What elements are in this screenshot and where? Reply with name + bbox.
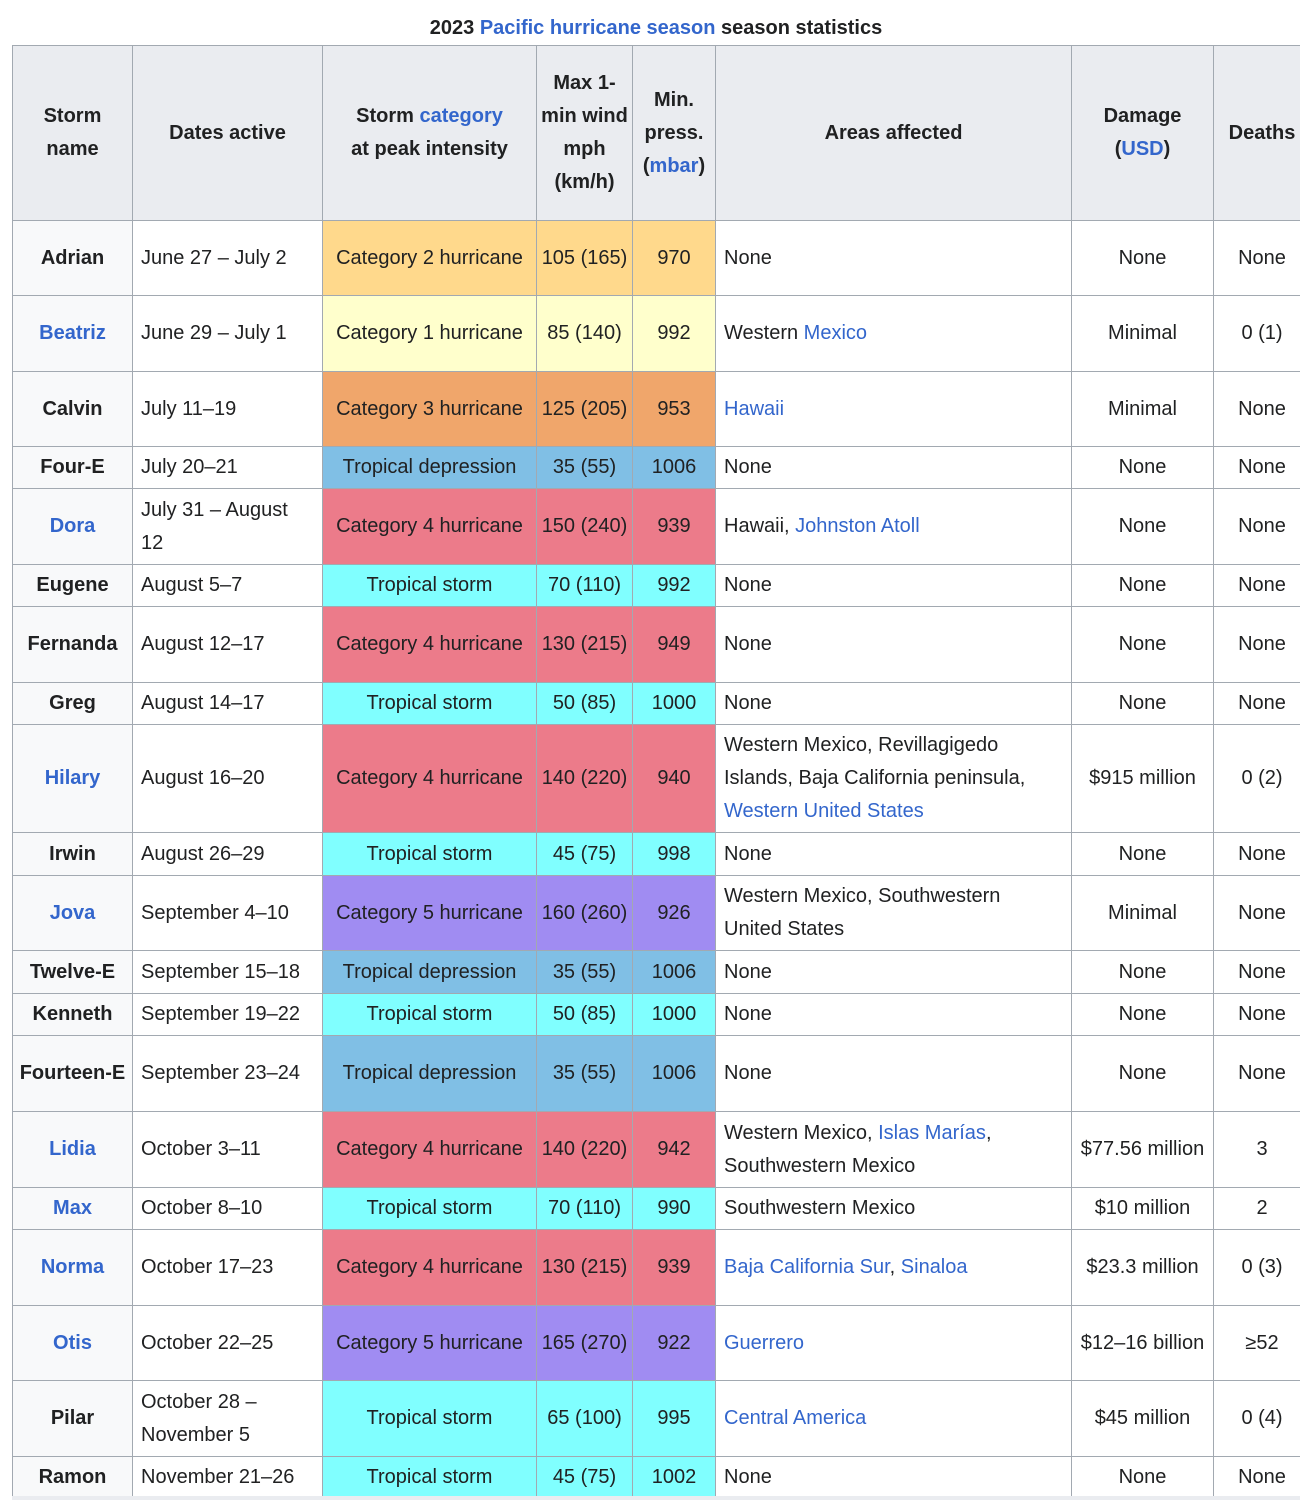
dates-active-cell: September 23–24 xyxy=(133,1036,323,1112)
area-text: None xyxy=(724,960,772,983)
caption-prefix: 2023 xyxy=(429,17,480,39)
category-cell: Tropical storm xyxy=(323,1188,537,1230)
storm-name-cell xyxy=(13,221,133,296)
category-cell: Category 5 hurricane xyxy=(323,876,537,951)
category-cell: Tropical storm xyxy=(323,565,537,607)
storm-name-link[interactable]: Beatriz xyxy=(39,322,106,344)
areas-affected-cell xyxy=(716,221,1072,296)
max-wind-cell: 85 (140) xyxy=(537,296,633,372)
areas-affected-cell xyxy=(716,1306,1072,1381)
area-text: Southwestern Mexico xyxy=(724,1197,916,1219)
storm-name-cell xyxy=(13,951,133,994)
header-deaths[interactable]: Deaths xyxy=(1214,46,1300,221)
max-wind-cell: 70 (110) xyxy=(537,565,633,607)
table-row xyxy=(13,221,1300,296)
damage-cell: None xyxy=(1072,1457,1214,1499)
min-pressure-cell: 940 xyxy=(633,725,716,833)
area-link[interactable]: Sinaloa xyxy=(900,1256,968,1278)
table-row xyxy=(13,876,1300,951)
area-text: None xyxy=(724,1003,772,1025)
damage-cell: None xyxy=(1072,607,1214,683)
storm-name-link[interactable]: Otis xyxy=(53,1331,92,1354)
max-wind-cell: 70 (110) xyxy=(537,1188,633,1230)
deaths-cell: None xyxy=(1214,683,1300,725)
deaths-cell: None xyxy=(1214,951,1300,994)
area-text: None xyxy=(724,574,772,596)
storm-name-link[interactable]: Jova xyxy=(49,901,96,924)
storm-name-cell xyxy=(13,1306,133,1381)
dates-active-cell: August 5–7 xyxy=(133,565,323,607)
deaths-cell: None xyxy=(1214,447,1300,489)
table-row xyxy=(13,372,1300,447)
min-pressure-cell: 998 xyxy=(633,833,716,876)
areas-affected-cell xyxy=(716,489,1072,565)
min-pressure-cell: 939 xyxy=(633,489,716,565)
category-cell: Category 5 hurricane xyxy=(323,1306,537,1381)
storm-name-cell xyxy=(13,1188,133,1230)
deaths-cell: None xyxy=(1214,1457,1300,1499)
category-cell: Category 1 hurricane xyxy=(323,296,537,372)
header-category-link[interactable]: category xyxy=(419,105,503,127)
area-text: , Southwestern Mexico xyxy=(724,1121,992,1177)
header-storm-name[interactable]: Storm name xyxy=(13,46,133,221)
deaths-cell: None xyxy=(1214,607,1300,683)
storm-name-cell xyxy=(13,1036,133,1112)
dates-active-cell: June 27 – July 2 xyxy=(133,221,323,296)
table-footer-strip xyxy=(12,1496,1300,1500)
deaths-cell: None xyxy=(1214,489,1300,565)
table-row xyxy=(13,1381,1300,1457)
storm-name-link[interactable]: Lidia xyxy=(49,1138,96,1160)
category-cell: Category 2 hurricane xyxy=(323,221,537,296)
category-cell: Tropical storm xyxy=(323,1457,537,1499)
min-pressure-cell: 942 xyxy=(633,1112,716,1188)
damage-cell: $12–16 billion xyxy=(1072,1306,1214,1381)
storm-name: Calvin xyxy=(42,397,103,420)
category-cell: Category 3 hurricane xyxy=(323,372,537,447)
storm-name-cell xyxy=(13,489,133,565)
min-pressure-cell: 926 xyxy=(633,876,716,951)
min-pressure-cell: 1000 xyxy=(633,683,716,725)
damage-cell: None xyxy=(1072,833,1214,876)
area-text: None xyxy=(724,246,772,269)
damage-cell: None xyxy=(1072,994,1214,1036)
dates-active-cell: October 3–11 xyxy=(133,1112,323,1188)
max-wind-cell: 35 (55) xyxy=(537,447,633,489)
category-cell: Tropical storm xyxy=(323,833,537,876)
damage-cell: None xyxy=(1072,489,1214,565)
deaths-cell: None xyxy=(1214,1036,1300,1112)
table-row xyxy=(13,951,1300,994)
dates-active-cell: October 22–25 xyxy=(133,1306,323,1381)
storm-rows xyxy=(13,221,1300,1499)
min-pressure-cell: 970 xyxy=(633,221,716,296)
damage-cell: $10 million xyxy=(1072,1188,1214,1230)
header-damage[interactable]: Damage (USD) xyxy=(1072,46,1214,221)
category-cell: Category 4 hurricane xyxy=(323,725,537,833)
damage-cell: $915 million xyxy=(1072,725,1214,833)
category-cell: Tropical storm xyxy=(323,994,537,1036)
table-row xyxy=(13,1112,1300,1188)
dates-active-cell: September 19–22 xyxy=(133,994,323,1036)
area-text: Western Mexico, Revillagigedo Islands, Baja California peninsula, xyxy=(724,734,1026,789)
damage-cell: None xyxy=(1072,447,1214,489)
storm-name: Greg xyxy=(49,692,96,714)
table-row xyxy=(13,1188,1300,1230)
storm-name: Irwin xyxy=(49,842,96,865)
area-link[interactable]: Guerrero xyxy=(724,1331,805,1354)
table-caption xyxy=(12,14,1300,42)
category-cell: Category 4 hurricane xyxy=(323,489,537,565)
max-wind-cell: 50 (85) xyxy=(537,683,633,725)
storm-name-cell xyxy=(13,1112,133,1188)
damage-cell: $23.3 million xyxy=(1072,1230,1214,1306)
table-row xyxy=(13,565,1300,607)
table-row xyxy=(13,1230,1300,1306)
max-wind-cell: 160 (260) xyxy=(537,876,633,951)
area-link[interactable]: Baja California Sur xyxy=(724,1256,890,1278)
areas-affected-cell xyxy=(716,607,1072,683)
min-pressure-cell: 1006 xyxy=(633,1036,716,1112)
header-mbar-link[interactable]: mbar xyxy=(649,154,699,177)
max-wind-cell: 50 (85) xyxy=(537,994,633,1036)
areas-affected-cell xyxy=(716,565,1072,607)
max-wind-cell: 45 (75) xyxy=(537,1457,633,1499)
storm-name: Fernanda xyxy=(27,633,118,655)
storm-name-link[interactable]: Dora xyxy=(49,515,96,537)
category-cell: Tropical depression xyxy=(323,951,537,994)
damage-cell: None xyxy=(1072,221,1214,296)
dates-active-cell: August 14–17 xyxy=(133,683,323,725)
min-pressure-cell: 1000 xyxy=(633,994,716,1036)
storm-name: Pilar xyxy=(50,1407,95,1429)
areas-affected-cell xyxy=(716,296,1072,372)
header-areas-affected[interactable]: Areas affected xyxy=(716,46,1072,221)
deaths-cell: 0 (2) xyxy=(1214,725,1300,833)
min-pressure-cell: 992 xyxy=(633,565,716,607)
min-pressure-cell: 1006 xyxy=(633,447,716,489)
deaths-cell: 2 xyxy=(1214,1188,1300,1230)
areas-affected-cell xyxy=(716,951,1072,994)
storm-name-cell xyxy=(13,607,133,683)
header-dates-active[interactable]: Dates active xyxy=(133,46,323,221)
max-wind-cell: 35 (55) xyxy=(537,951,633,994)
deaths-cell: None xyxy=(1214,565,1300,607)
storm-name-cell xyxy=(13,447,133,489)
damage-cell: None xyxy=(1072,683,1214,725)
areas-affected-cell xyxy=(716,1457,1072,1499)
max-wind-cell: 105 (165) xyxy=(537,221,633,296)
dates-active-cell: June 29 – July 1 xyxy=(133,296,323,372)
dates-active-cell: September 4–10 xyxy=(133,876,323,951)
damage-cell: Minimal xyxy=(1072,372,1214,447)
table-row xyxy=(13,296,1300,372)
areas-affected-cell xyxy=(716,1381,1072,1457)
area-link[interactable]: Western United States xyxy=(724,800,924,822)
storm-name-cell xyxy=(13,1230,133,1306)
storm-name: Twelve-E xyxy=(29,960,116,983)
category-cell: Category 4 hurricane xyxy=(323,1112,537,1188)
deaths-cell: 0 (4) xyxy=(1214,1381,1300,1457)
area-link[interactable]: Johnston Atoll xyxy=(795,515,920,537)
category-cell: Tropical depression xyxy=(323,1036,537,1112)
dates-active-cell: October 28 – November 5 xyxy=(133,1381,323,1457)
dates-active-cell: July 11–19 xyxy=(133,372,323,447)
areas-affected-cell xyxy=(716,725,1072,833)
storm-name-cell xyxy=(13,296,133,372)
deaths-cell: None xyxy=(1214,221,1300,296)
header-max-wind[interactable]: Max 1-min wind mph (km/h) xyxy=(537,46,633,221)
caption-suffix: season statistics xyxy=(715,17,883,39)
storm-name: Eugene xyxy=(36,574,109,596)
max-wind-cell: 130 (215) xyxy=(537,607,633,683)
max-wind-cell: 165 (270) xyxy=(537,1306,633,1381)
damage-cell: $45 million xyxy=(1072,1381,1214,1457)
deaths-cell: None xyxy=(1214,372,1300,447)
dates-active-cell: August 12–17 xyxy=(133,607,323,683)
deaths-cell: None xyxy=(1214,994,1300,1036)
table-row xyxy=(13,683,1300,725)
dates-active-cell: November 21–26 xyxy=(133,1457,323,1499)
areas-affected-cell xyxy=(716,876,1072,951)
deaths-cell: 0 (3) xyxy=(1214,1230,1300,1306)
area-text: , xyxy=(889,1256,901,1278)
table-row xyxy=(13,447,1300,489)
max-wind-cell: 65 (100) xyxy=(537,1381,633,1457)
dates-active-cell: August 16–20 xyxy=(133,725,323,833)
damage-cell: None xyxy=(1072,565,1214,607)
areas-affected-cell xyxy=(716,1230,1072,1306)
areas-affected-cell xyxy=(716,1112,1072,1188)
storm-name-cell xyxy=(13,565,133,607)
storm-name: Adrian xyxy=(40,246,105,269)
min-pressure-cell: 949 xyxy=(633,607,716,683)
min-pressure-cell: 995 xyxy=(633,1381,716,1457)
storm-name: Ramon xyxy=(38,1466,107,1488)
category-cell: Tropical storm xyxy=(323,683,537,725)
damage-cell: $77.56 million xyxy=(1072,1112,1214,1188)
area-text: None xyxy=(724,692,772,714)
deaths-cell: None xyxy=(1214,876,1300,951)
storm-name-cell xyxy=(13,372,133,447)
storm-name-link[interactable]: Hilary xyxy=(44,767,101,789)
damage-cell: Minimal xyxy=(1072,876,1214,951)
header-category[interactable]: Storm category at peak intensity xyxy=(323,46,537,221)
area-text: Western xyxy=(724,322,804,344)
storm-name: Four-E xyxy=(40,456,105,478)
storm-name-link[interactable]: Norma xyxy=(40,1256,105,1278)
areas-affected-cell xyxy=(716,1036,1072,1112)
min-pressure-cell: 922 xyxy=(633,1306,716,1381)
table-row xyxy=(13,489,1300,565)
damage-cell: None xyxy=(1072,1036,1214,1112)
dates-active-cell: July 31 – August 12 xyxy=(133,489,323,565)
storm-name-cell xyxy=(13,833,133,876)
area-link[interactable]: Islas Marías xyxy=(878,1121,986,1144)
area-text: None xyxy=(724,456,772,478)
storm-name-cell xyxy=(13,994,133,1036)
category-cell: Tropical storm xyxy=(323,1381,537,1457)
areas-affected-cell xyxy=(716,447,1072,489)
min-pressure-cell: 992 xyxy=(633,296,716,372)
table-row xyxy=(13,725,1300,833)
table-row xyxy=(13,833,1300,876)
dates-active-cell: July 20–21 xyxy=(133,447,323,489)
storm-name: Kenneth xyxy=(32,1003,113,1025)
storm-name-cell xyxy=(13,683,133,725)
min-pressure-cell: 939 xyxy=(633,1230,716,1306)
max-wind-cell: 150 (240) xyxy=(537,489,633,565)
deaths-cell: 3 xyxy=(1214,1112,1300,1188)
min-pressure-cell: 1002 xyxy=(633,1457,716,1499)
max-wind-cell: 125 (205) xyxy=(537,372,633,447)
min-pressure-cell: 990 xyxy=(633,1188,716,1230)
areas-affected-cell xyxy=(716,833,1072,876)
dates-active-cell: September 15–18 xyxy=(133,951,323,994)
category-cell: Tropical depression xyxy=(323,447,537,489)
dates-active-cell: October 8–10 xyxy=(133,1188,323,1230)
caption-season-link[interactable]: Pacific hurricane season xyxy=(479,17,716,39)
storm-name-cell xyxy=(13,725,133,833)
table-row xyxy=(13,1036,1300,1112)
areas-affected-cell xyxy=(716,1188,1072,1230)
max-wind-cell: 140 (220) xyxy=(537,725,633,833)
header-min-pressure[interactable]: Min. press. (mbar) xyxy=(633,46,716,221)
category-cell: Category 4 hurricane xyxy=(323,1230,537,1306)
area-text: None xyxy=(724,842,772,865)
header-usd-link[interactable]: USD xyxy=(1121,138,1164,160)
storm-name-link[interactable]: Max xyxy=(53,1197,92,1219)
area-text: Western Mexico, Southwestern United States xyxy=(724,885,1001,940)
min-pressure-cell: 1006 xyxy=(633,951,716,994)
min-pressure-cell: 953 xyxy=(633,372,716,447)
max-wind-cell: 130 (215) xyxy=(537,1230,633,1306)
area-text: Hawaii, xyxy=(724,515,796,537)
table-row xyxy=(13,607,1300,683)
area-text: None xyxy=(724,1466,772,1488)
header-row xyxy=(13,46,1300,221)
damage-cell: None xyxy=(1072,951,1214,994)
storm-name-cell xyxy=(13,1457,133,1499)
table-row xyxy=(13,994,1300,1036)
deaths-cell: ≥52 xyxy=(1214,1306,1300,1381)
areas-affected-cell xyxy=(716,683,1072,725)
table-row xyxy=(13,1457,1300,1499)
storm-name: Fourteen-E xyxy=(19,1062,126,1084)
area-link[interactable]: Central America xyxy=(724,1407,867,1429)
table-row xyxy=(13,1306,1300,1381)
deaths-cell: 0 (1) xyxy=(1214,296,1300,372)
dates-active-cell: August 26–29 xyxy=(133,833,323,876)
max-wind-cell: 45 (75) xyxy=(537,833,633,876)
dates-active-cell: October 17–23 xyxy=(133,1230,323,1306)
storm-name-cell xyxy=(13,876,133,951)
max-wind-cell: 140 (220) xyxy=(537,1112,633,1188)
area-link[interactable]: Hawaii xyxy=(724,397,785,420)
area-link[interactable]: Mexico xyxy=(803,322,868,344)
max-wind-cell: 35 (55) xyxy=(537,1036,633,1112)
deaths-cell: None xyxy=(1214,833,1300,876)
damage-cell: Minimal xyxy=(1072,296,1214,372)
areas-affected-cell xyxy=(716,372,1072,447)
season-statistics-table xyxy=(12,45,1300,1499)
area-text: None xyxy=(724,1062,772,1084)
area-text: Western Mexico, xyxy=(724,1121,879,1144)
area-text: None xyxy=(724,633,772,655)
category-cell: Category 4 hurricane xyxy=(323,607,537,683)
storm-name-cell xyxy=(13,1381,133,1457)
areas-affected-cell xyxy=(716,994,1072,1036)
